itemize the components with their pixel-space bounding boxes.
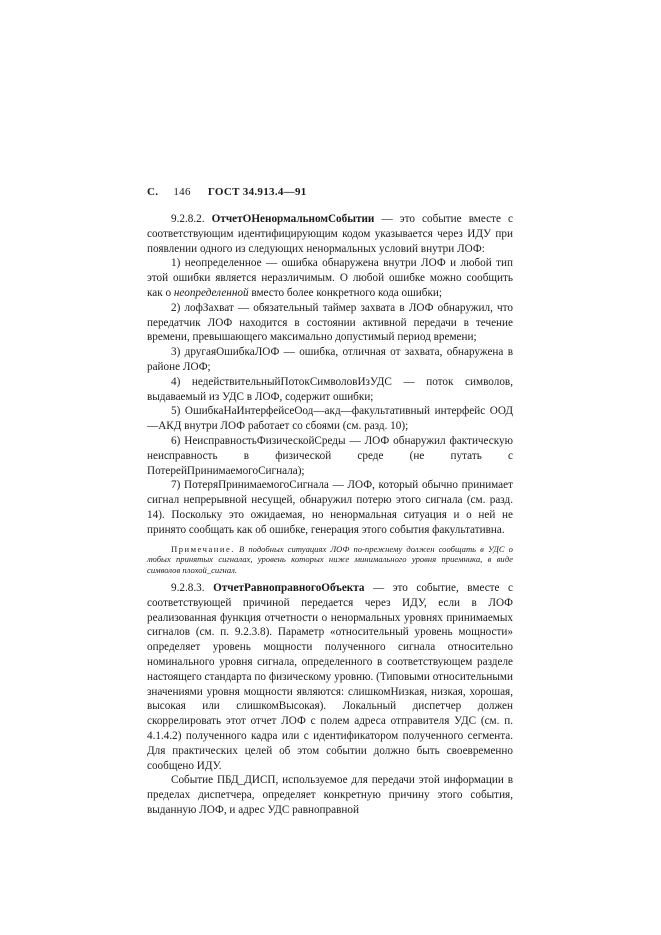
paragraph-9283	[147, 581, 513, 773]
list-item: 6) НеисправностьФизическойСреды — ЛОФ обнаружил фактическую неисправность в физической среде (не путать с ПотерейПринимаемогоСигнала);	[147, 434, 513, 477]
list-item: 2) лофЗахват — обязательный таймер захвата в ЛОФ обнаружил, что передатчик ЛОФ находится в состоянии активной передачи в течение времени, превышающего максимально допустимый период времени;	[147, 301, 513, 344]
page-header	[147, 186, 307, 198]
list-item-tail: вместо более конкретного кода ошибки;	[248, 286, 442, 299]
note-label: Примечание.	[171, 543, 235, 554]
page-body	[147, 212, 513, 818]
list-item	[147, 256, 513, 300]
note-text: В подобных ситуациях ЛОФ по-прежнему должен сообщать в УДС о любых принятых сигналах, уровень которых ниже минимального уровня приемника, в виде символов плохой_сигнал.	[147, 543, 513, 575]
list-item-italic: неопределенной	[173, 286, 249, 299]
list-item: 4) недействительныйПотокСимволовИзУДС — поток символов, выдаваемый из УДС в ЛОФ, содержит ошибки;	[147, 375, 513, 403]
page-number: 146	[173, 186, 191, 198]
section-number: 9.2.8.3.	[171, 582, 205, 595]
section-text: — это событие вместе с соответствующим идентифицирующим кодом указывается через ИДУ при появлении одного из следующих ненормальных условий внутри ЛОФ:	[147, 213, 514, 255]
section-text: — это событие, вместе с соответствующей причиной передается через ИДУ, если в ЛОФ реализованная функция отчетности о ненормальных уровнях принимаемых сигналов (см. п. 9.2.3.8). Параметр «относительный уровень мощности» определяет уровень мощности полученного сигнала относительно номинального уровня сигнала, определенного в соответствующем разделе настоящего стандарта по физическому уровню. (Типовыми относительными значениями уровня мощности являются: слишкомНизкая, низкая, хорошая, высокая или слишкомВысокая). Локальный диспетчер должен скоррелировать этот отчет ЛОФ с полем адреса отправителя УДС (см. п. 4.1.4.2) полученного кадра или с идентификатором полученного сегмента. Для практических целей об этом событии должно быть своевременно сообщено ИДУ.	[147, 582, 513, 772]
standard-code: ГОСТ 34.913.4—91	[207, 186, 307, 198]
header-series: С.	[147, 186, 159, 198]
section-term: ОтчетОНенормальномСобытии	[211, 213, 375, 225]
section-number: 9.2.8.2.	[171, 213, 205, 225]
list-item: 5) ОшибкаНаИнтерфейсеОод—акд—факультативный интерфейс ООД—АКД внутри ЛОФ работает со сбоями (см. разд. 10);	[147, 405, 513, 433]
list-item: 7) ПотеряПринимаемогоСигнала — ЛОФ, который обычно принимает сигнал непрерывной несущей, обнаружил потерю этого сигнала (см. разд. 14). Поскольку это ожидаемая, но ненормальная ситуация и о ней не принято сообщать как об ошибке, генерация этого события факультативна.	[147, 479, 513, 536]
list-item: 3) другаяОшибкаЛОФ — ошибка, отличная от захвата, обнаружена в районе ЛОФ;	[147, 346, 513, 373]
section-term: ОтчетРавноправногоОбъекта	[213, 582, 365, 595]
paragraph-last: Событие ПБД_ДИСП, используемое для передачи этой информации в пределах диспетчера, определяет конкретную причину этого события, выданную ЛОФ, и адрес УДС равноправной	[147, 774, 513, 816]
list-item-text: 1) неопределенное — ошибка обнаружена внутри ЛОФ и любой тип этой ошибки является неразличимым. О любой ошибке можно сообщить как о	[147, 257, 513, 299]
note	[147, 544, 513, 576]
paragraph-9282	[147, 212, 513, 256]
